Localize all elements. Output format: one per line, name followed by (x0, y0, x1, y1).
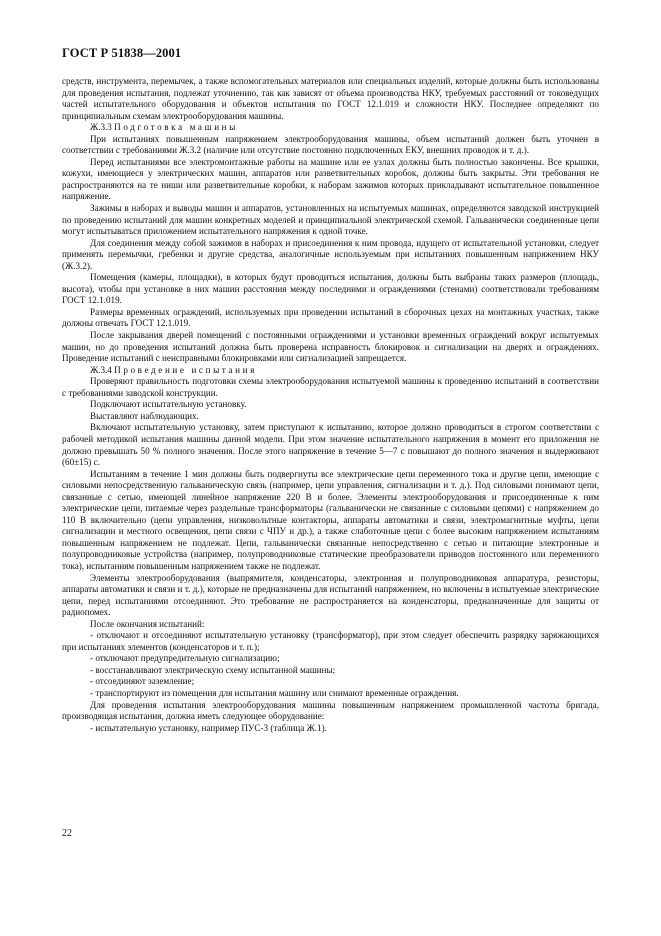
section-number: Ж.3.4 (90, 364, 112, 375)
list-item: - испытательную установку, например ПУС-3 (таблица Ж.1). (90, 722, 327, 733)
paragraph: Испытаниям в течение 1 мин должны быть подвергнуты все электрические цепи переменного тока и другие цепи, имеющие с силовыми непосредственную гальваническую связь (например, цепи управления, сигнализации и т. д.). Под силовыми понимают цепи, связанные с сетью, имеющей линейное напряжение 220 В и более. Элементы электрооборудования и присоединенные к ним электрические цепи, питаемые через раздельные трансформаторы (гальванически не связанные с силовыми цепями) с напряжением до 110 В включительно (цепи управления, низковольтные контакторы, аппараты автоматики и связи, электромагнитные муфты, цепи сигнализации и местного освещения, цепи связи с ЧПУ и др.), а также слаботочные цепи с более высоким напряжением испытаниям повышенным напряжением не подлежат. Цепи, гальванически связанные непосредственно с сетью и питающие электронные и полупроводниковые устройства (например, полупроводниковые статические преобразователи приводов постоянного или переменного тока), испытаниям повышенным напряжением также не подлежат. (62, 468, 599, 571)
paragraph: Зажимы в наборах и выводы машин и аппаратов, установленных на испытуемых машинах, определяются заводской инструкцией по проведению испытаний для машин конкретных моделей и принципиальной электрической схемой. Гальванически соединенные цепи могут испытываться приложением испытательного напряжения к одной точке. (62, 203, 599, 237)
paragraph: Размеры временных ограждений, используемых при проведении испытаний в сборочных цехах на монтажных участках, также должны отвечать ГОСТ 12.1.019. (62, 306, 599, 329)
paragraph: Подключают испытательную установку. (90, 399, 247, 410)
paragraph: средств, инструмента, перемычек, а также вспомогательных материалов или специальных изделий, которые должны быть использованы для проведения испытания, подлежат уточнению, так как зависят от объема производства НКУ, требуемых расстояний от токоведущих частей испытательного оборудования и объектов испытания по ГОСТ 12.1.019 и сложности НКУ. Последнее определяют по принципиальным схемам электрооборудования машины. (62, 76, 599, 121)
document-body (62, 76, 599, 734)
paragraph: Перед испытаниями все электромонтажные работы на машине или ее узлах должны быть полностью закончены. Все крышки, кожухи, имеющиеся у электрических машин, аппаратов или разветвительных коробок, должны быть закрыты. Эти требования не распространяются на те ниши или разветвительные коробки, к наборам зажимов которых прикладывают испытательное повышенное напряжение. (62, 156, 599, 202)
paragraph: После закрывания дверей помещений с постоянными ограждениями и установки временных ограждений вокруг испытуемых машин, но до проведения испытаний должна быть проверена исправность блокировок и сигнализации на дверях и ограждениях. Проведение испытаний с неисправными блокировками или сигнализацией запрещается. (62, 330, 599, 364)
paragraph: Проверяют правильность подготовки схемы электрооборудования испытуемой машины к проведению испытаний в соответствии с требованиями заводской конструкции. (62, 376, 599, 398)
list-item: - отсоединяют заземление; (90, 676, 195, 687)
paragraph: Включают испытательную установку, затем приступают к испытанию, которое должно проводиться в строгом соответствии с рабочей методикой испытания машины данной модели. При этом значение испытательного напряжения в момент его приложения не должно превышать 50 % полного значения. После этого напряжение в течение 5—7 с повышают до полного значения и выдерживают (60±15) с. (62, 422, 599, 468)
paragraph: При испытаниях повышенным напряжением электрооборудования машины, объем испытаний должен быть уточнен в соответствии с требованиями Ж.3.2 (наличие или отсутствие постоянно подключенных ЕКУ, внешних проводок и т. д.). (62, 133, 599, 156)
list-item: - восстанавливают электрическую схему испытанной машины; (90, 664, 336, 675)
page-number: 22 (62, 828, 72, 839)
paragraph: Выставляют наблюдающих. (90, 410, 199, 421)
paragraph: После окончания испытаний: (90, 618, 205, 629)
section-title: Проведение испытания (114, 364, 257, 375)
document-header: ГОСТ Р 51838—2001 (62, 46, 182, 60)
paragraph: Помещения (камеры, площадки), в которых будут проводиться испытания, должны быть выбраны таких размеров (площадь, высота), чтобы при установке в них машин расстояния между последними и ограждениями (стенами) соответствовали требованиям ГОСТ 12.1.019. (62, 272, 599, 306)
paragraph: Для соединения между собой зажимов в наборах и присоединения к ним провода, идущего от испытательной установки, следует применять перемычки, гребенки и другие средства, аналогичные используемым при испытаниях повышенным напряжением НКУ (Ж.3.2). (62, 237, 599, 271)
section-title: Подготовка машины (114, 122, 238, 133)
list-item: - транспортируют из помещения для испытания машину или снимают временные ограждения. (90, 687, 459, 698)
section-number: Ж.3.3 (90, 122, 112, 133)
section-heading (62, 365, 599, 377)
paragraph: Для проведения испытания электрооборудования машины повышенным напряжением промышленной частоты бригада, производящая испытания, должна иметь следующее оборудование: (62, 699, 599, 722)
section-heading (62, 122, 599, 134)
list-item: - отключают и отсоединяют испытательную установку (трансформатор), при этом следует обеспечить разрядку заряжающихся при испытаниях элементов (конденсаторов и т. п.); (62, 630, 599, 652)
paragraph: Элементы электрооборудования (выпрямителя, конденсаторы, электронная и полупроводниковая аппаратура, резисторы, аппараты автоматики и связи и т. д.), которые не предназначены для испытаний напряжением, но включены в испытуемые электрические цепи, перед испытаниями отсоединяют. Это требование не распространяется на конденсаторы, предназначенные для защиты от радиопомех. (62, 572, 599, 618)
list-item: - отключают предупредительную сигнализацию; (90, 653, 280, 664)
